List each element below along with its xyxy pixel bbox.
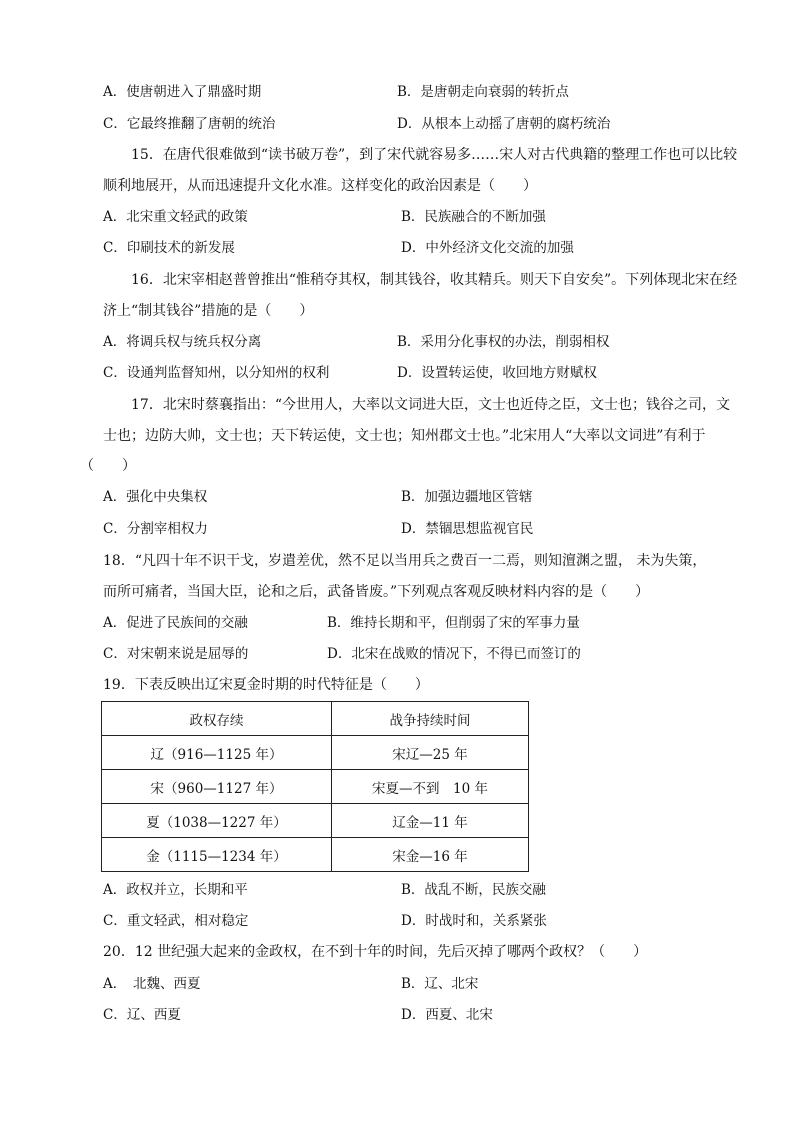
table-cell: 宋辽—25 年 bbox=[332, 736, 529, 770]
q15-option-a: A．北宋重文轻武的政策 bbox=[103, 209, 248, 225]
q19-option-a: A．政权并立，长期和平 bbox=[103, 882, 248, 898]
table-cell: 宋金—16 年 bbox=[332, 838, 529, 872]
table-header-war-duration: 战争持续时间 bbox=[332, 702, 529, 736]
q19-option-c: C．重文轻武，相对稳定 bbox=[103, 913, 249, 929]
q16-option-d: D．设置转运使，收回地方财赋权 bbox=[397, 365, 597, 381]
q14-option-b: B．是唐朝走向衰弱的转折点 bbox=[397, 84, 569, 100]
q14-option-c: C．它最终推翻了唐朝的统治 bbox=[103, 116, 276, 132]
q15-option-c: C．印刷技术的新发展 bbox=[103, 240, 235, 256]
q16-option-b: B．采用分化事权的办法，削弱相权 bbox=[397, 334, 610, 350]
table-cell: 辽（916—1125 年） bbox=[102, 736, 332, 770]
q19-option-b: B．战乱不断，民族交融 bbox=[401, 882, 546, 898]
table-row bbox=[102, 770, 529, 804]
q15-stem-line1: 15．在唐代很难做到“读书破万卷”，到了宋代就容易多……宋人对古代典籍的整理工作也可以比较 bbox=[131, 147, 738, 163]
table-header-row bbox=[102, 702, 529, 736]
q15-option-b: B．民族融合的不断加强 bbox=[401, 209, 546, 225]
q18-option-d: D．北宋在战败的情况下，不得已而签订的 bbox=[327, 646, 581, 662]
q15-option-d: D．中外经济文化交流的加强 bbox=[401, 240, 574, 256]
table-cell: 夏（1038—1227 年） bbox=[102, 804, 332, 838]
q20-option-d: D．西夏、北宋 bbox=[401, 1007, 493, 1023]
table-header-regime: 政权存续 bbox=[102, 702, 332, 736]
q18-stem-line1: 18．“凡四十年不识干戈，岁遣差优，然不足以当用兵之费百一二焉，则知澶渊之盟， 未为失策， bbox=[103, 553, 707, 569]
q14-option-d: D．从根本上动摇了唐朝的腐朽统治 bbox=[397, 116, 611, 132]
table-cell: 金（1115—1234 年） bbox=[102, 838, 332, 872]
table-row bbox=[102, 736, 529, 770]
table-cell: 宋夏—不到 10 年 bbox=[332, 770, 529, 804]
q20-stem-line1: 20．12 世纪强大起来的金政权，在不到十年的时间，先后灭掉了哪两个政权？（ ） bbox=[103, 944, 648, 960]
q17-stem-line1: 17．北宋时蔡襄指出：“今世用人，大率以文词进大臣，文士也近侍之臣，文士也；钱谷之司，文 bbox=[131, 397, 730, 413]
q19-table bbox=[101, 701, 529, 872]
q14-option-a: A．使唐朝进入了鼎盛时期 bbox=[103, 84, 262, 100]
q16-option-c: C．设通判监督知州，以分知州的权利 bbox=[103, 365, 330, 381]
q17-option-a: A．强化中央集权 bbox=[103, 489, 208, 505]
q17-option-d: D．禁锢思想监视官民 bbox=[401, 521, 534, 537]
q17-option-c: C．分割宰相权力 bbox=[103, 521, 208, 537]
q16-stem-line1: 16．北宋宰相赵普曾推出“惟稍夺其权，制其钱谷，收其精兵。则天下自安矣”。下列体现北宋在经 bbox=[131, 272, 738, 288]
table-cell: 宋（960—1127 年） bbox=[102, 770, 332, 804]
q17-stem-line3: （ ） bbox=[80, 458, 136, 474]
q15-stem-line2: 顺利地展开，从而迅速提升文化水准。这样变化的政治因素是（ ） bbox=[103, 178, 537, 194]
table-row bbox=[102, 838, 529, 872]
q18-option-c: C．对宋朝来说是屈辱的 bbox=[103, 646, 249, 662]
q16-option-a: A．将调兵权与统兵权分离 bbox=[103, 334, 262, 350]
table-row bbox=[102, 804, 529, 838]
q18-stem-line2: 而所可痛者，当国大臣，论和之后，武备皆废。”下列观点客观反映材料内容的是（ ） bbox=[103, 584, 650, 600]
q19-option-d: D．时战时和，关系紧张 bbox=[401, 913, 547, 929]
q17-option-b: B．加强边疆地区管辖 bbox=[401, 489, 533, 505]
q19-stem-line1: 19．下表反映出辽宋夏金时期的时代特征是（ ） bbox=[103, 677, 429, 693]
table-cell: 辽金—11 年 bbox=[332, 804, 529, 838]
q20-option-b: B．辽、北宋 bbox=[401, 976, 479, 992]
q18-option-a: A．促进了民族间的交融 bbox=[103, 615, 248, 631]
q17-stem-line2: 士也；边防大帅，文士也；天下转运使，文士也；知州郡文士也。”北宋用人“大率以文词进”有利于 bbox=[103, 428, 706, 444]
q18-option-b: B．维持长期和平，但削弱了宋的军事力量 bbox=[327, 615, 580, 631]
q20-option-c: C．辽、西夏 bbox=[103, 1007, 181, 1023]
q16-stem-line2: 济上“制其钱谷”措施的是（ ） bbox=[103, 303, 314, 319]
q20-option-a: A． 北魏、西夏 bbox=[103, 976, 201, 992]
